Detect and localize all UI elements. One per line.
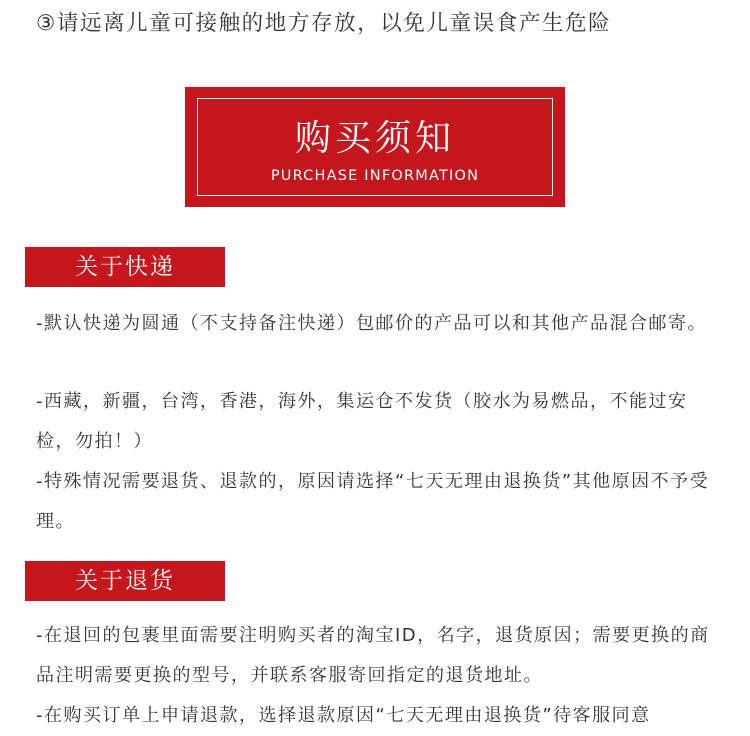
shipping-paragraph-returns-reason: -特殊情况需要退货、退款的，原因请选择“七天无理由退换货”其他原因不予受理。 — [36, 471, 710, 532]
shipping-paragraph-excluded-regions: -西藏，新疆，台湾，香港，海外，集运仓不发货（胶水为易燃品，不能过安检，勿拍！） — [36, 391, 688, 452]
shipping-paragraph-default-courier: -默认快递为圆通（不支持备注快递）包邮价的产品可以和其他产品混合邮寄。 — [36, 313, 707, 334]
banner-title: 购买须知 — [294, 118, 455, 159]
safety-notice: ③请远离儿童可接触的地方存放，以免儿童误食产生危险 — [36, 11, 612, 36]
purchase-info-banner — [185, 87, 565, 207]
section-title-returns: 关于退货 — [25, 561, 225, 601]
section-title-shipping: 关于快递 — [25, 247, 225, 287]
banner-frame — [197, 98, 553, 196]
banner-subtitle: PURCHASE INFORMATION — [270, 168, 480, 184]
returns-paragraph-package-notes: -在退回的包裹里面需要注明购买者的淘宝ID，名字，退货原因；需要更换的商品注明需要更换的型号，并联系客服寄回指定的退货地址。 — [36, 625, 710, 686]
returns-paragraph-refund-request: -在购买订单上申请退款，选择退款原因“七天无理由退换货”待客服同意 — [36, 705, 651, 726]
